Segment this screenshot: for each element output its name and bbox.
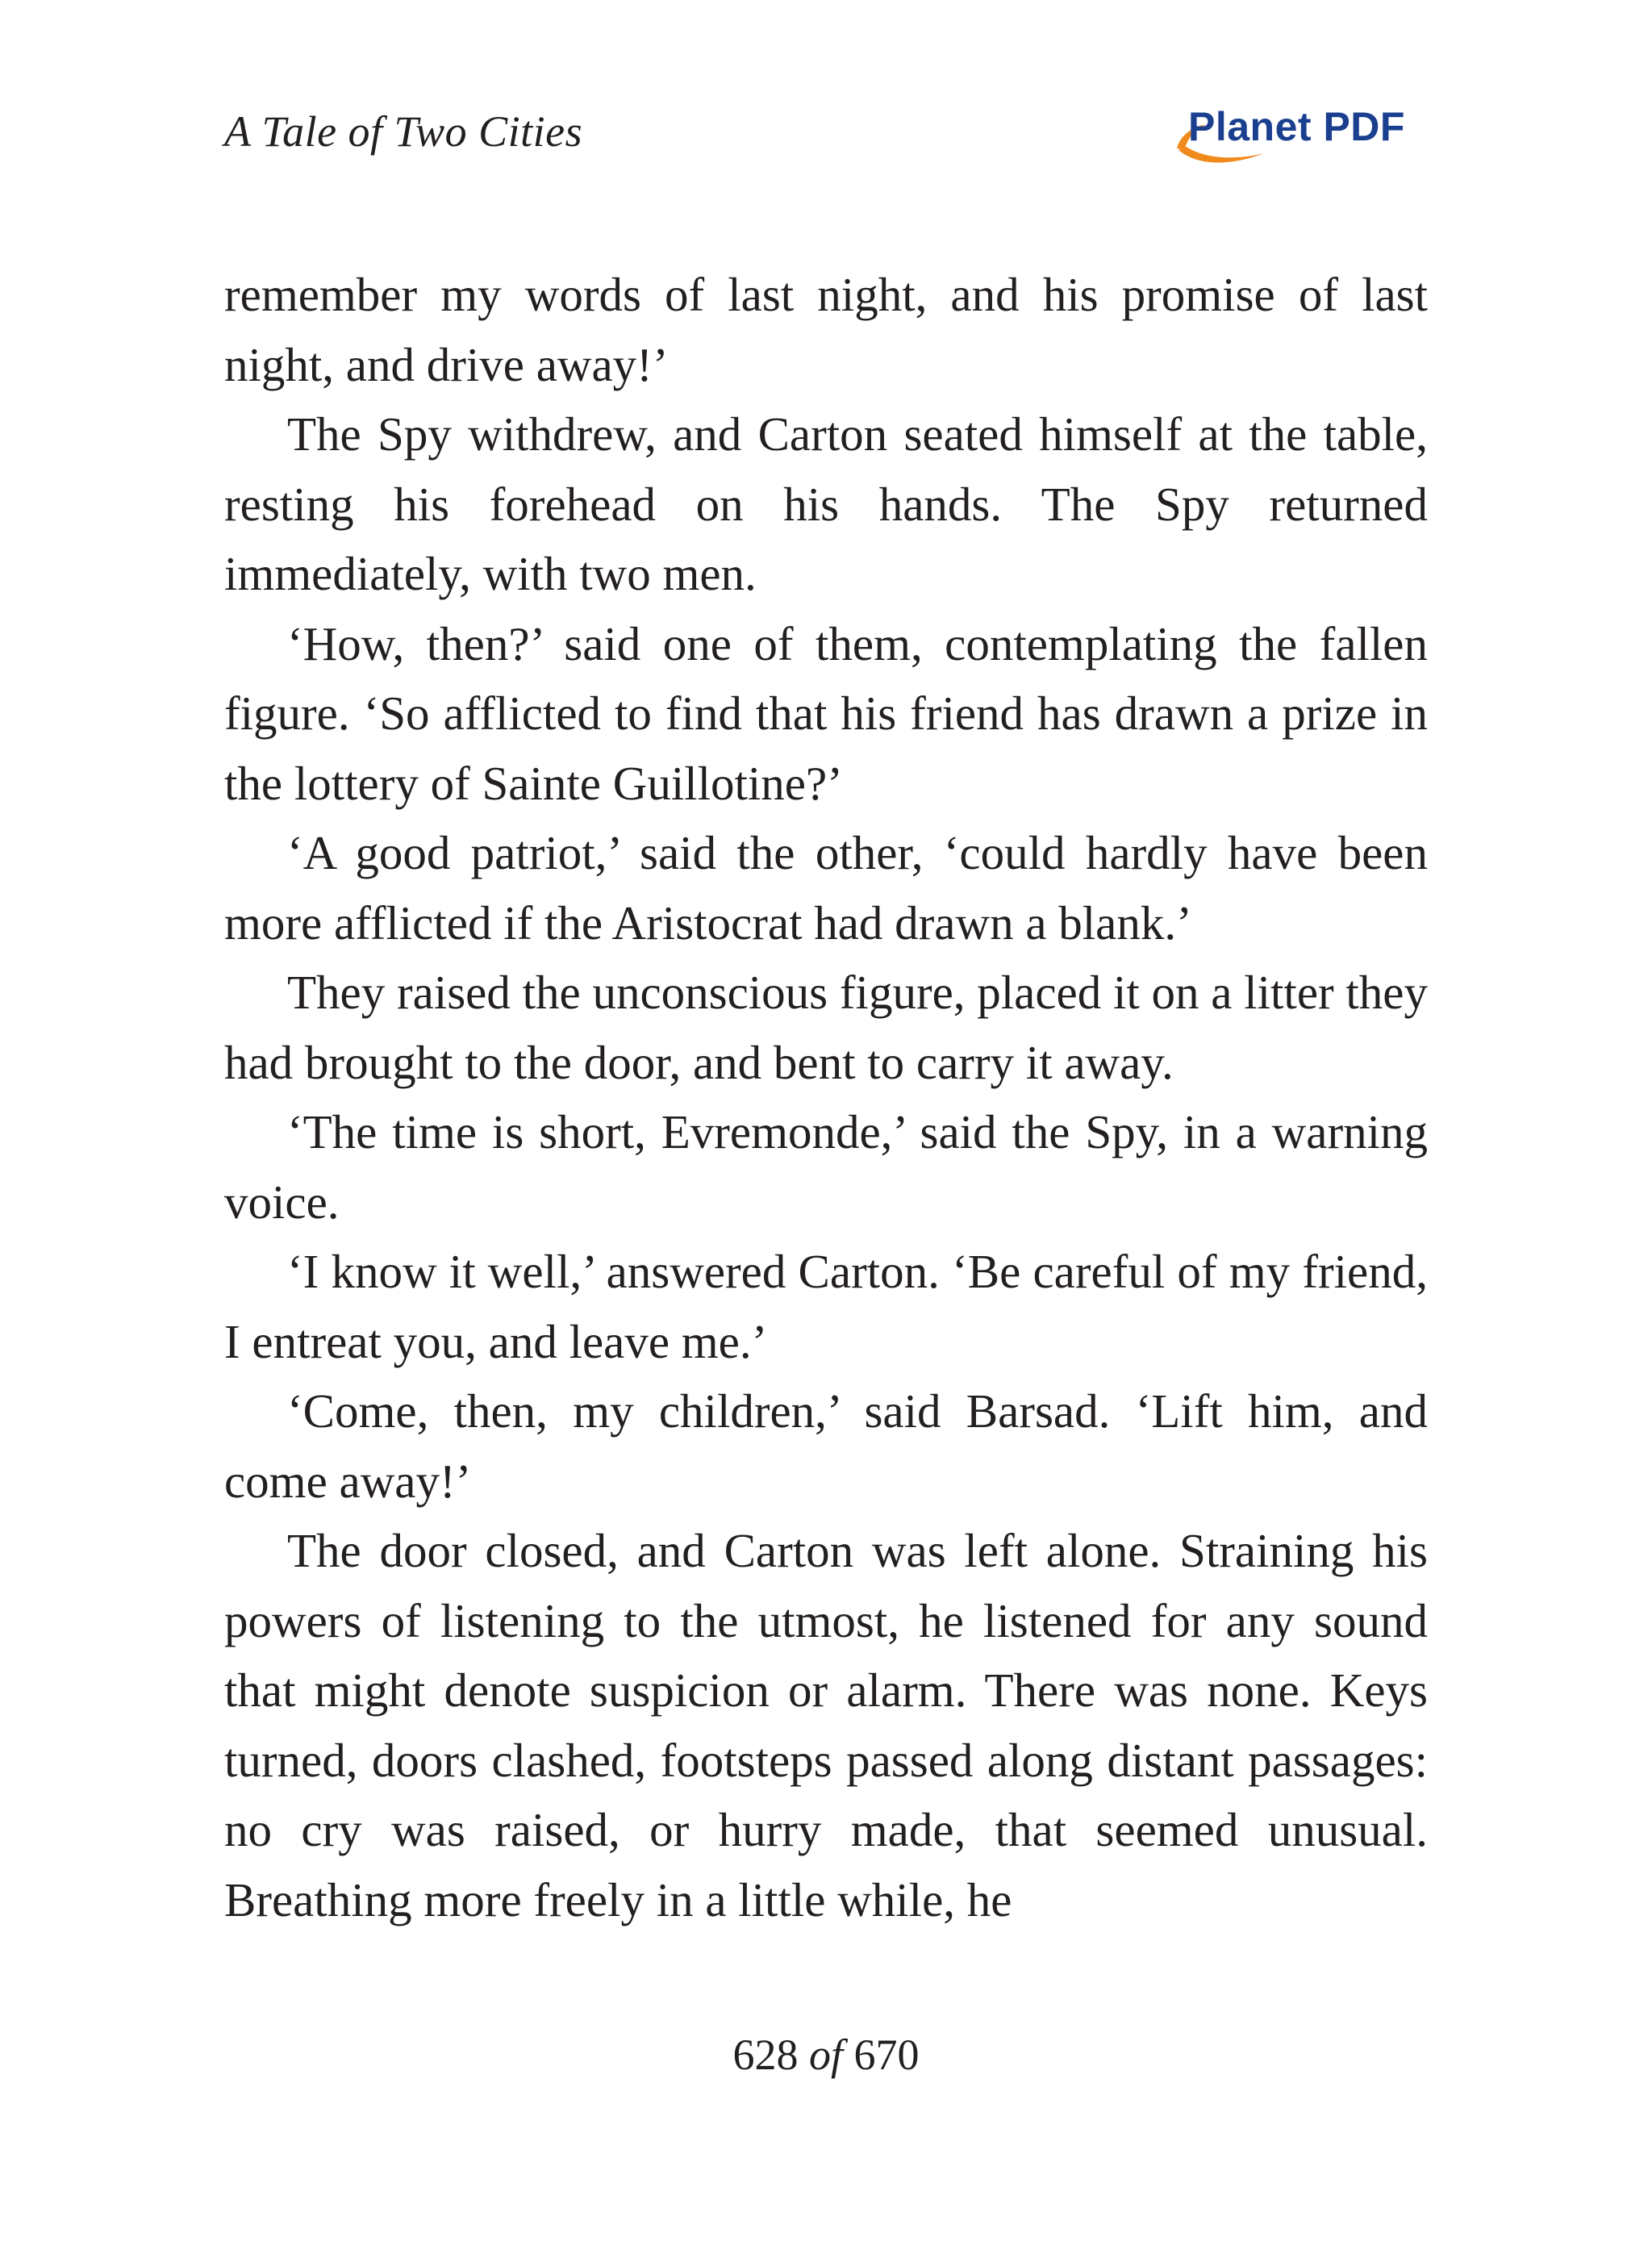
planet-pdf-logo [1174, 103, 1432, 168]
page-of-label: of [808, 2031, 843, 2079]
paragraph: They raised the unconscious figure, placed it on a litter they had brought to the door, and bent to carry it away. [224, 966, 1428, 1089]
page-number [0, 2030, 1652, 2080]
paragraph: remember my words of last night, and his promise of last night, and drive away!’ [224, 268, 1428, 391]
logo-text-planet: Planet [1188, 104, 1312, 149]
body-text [224, 260, 1428, 1935]
paragraph: The door closed, and Carton was left alone. Straining his powers of listening to the utmost, he listened for any sound that might denote suspicion or alarm. There was none. Keys turned, doors clashed, footsteps passed along distant passages: no cry was raised, or hurry made, that seemed unusual. Breathing more freely in a little while, he [224, 1524, 1428, 1926]
book-title: A Tale of Two Cities [224, 107, 583, 156]
total-pages: 670 [853, 2031, 920, 2079]
logo-text [1188, 103, 1405, 150]
paragraph: ‘A good patriot,’ said the other, ‘could hardly have been more afflicted if the Aristocrat had drawn a blank.’ [224, 826, 1428, 950]
paragraph: The Spy withdrew, and Carton seated himself at the table, resting his forehead on his hands. The Spy returned immediately, with two men. [224, 407, 1428, 600]
paragraph: ‘I know it well,’ answered Carton. ‘Be careful of my friend, I entreat you, and leave me.’ [224, 1245, 1428, 1368]
paragraph: ‘How, then?’ said one of them, contemplating the fallen figure. ‘So afflicted to find that his friend has drawn a prize in the lottery of Sainte Guillotine?’ [224, 616, 1428, 810]
logo-text-pdf: PDF [1312, 104, 1405, 149]
paragraph: ‘Come, then, my children,’ said Barsad. ‘Lift him, and come away!’ [224, 1384, 1428, 1508]
current-page: 628 [732, 2031, 799, 2079]
paragraph: ‘The time is short, Evremonde,’ said the Spy, in a warning voice. [224, 1105, 1428, 1229]
